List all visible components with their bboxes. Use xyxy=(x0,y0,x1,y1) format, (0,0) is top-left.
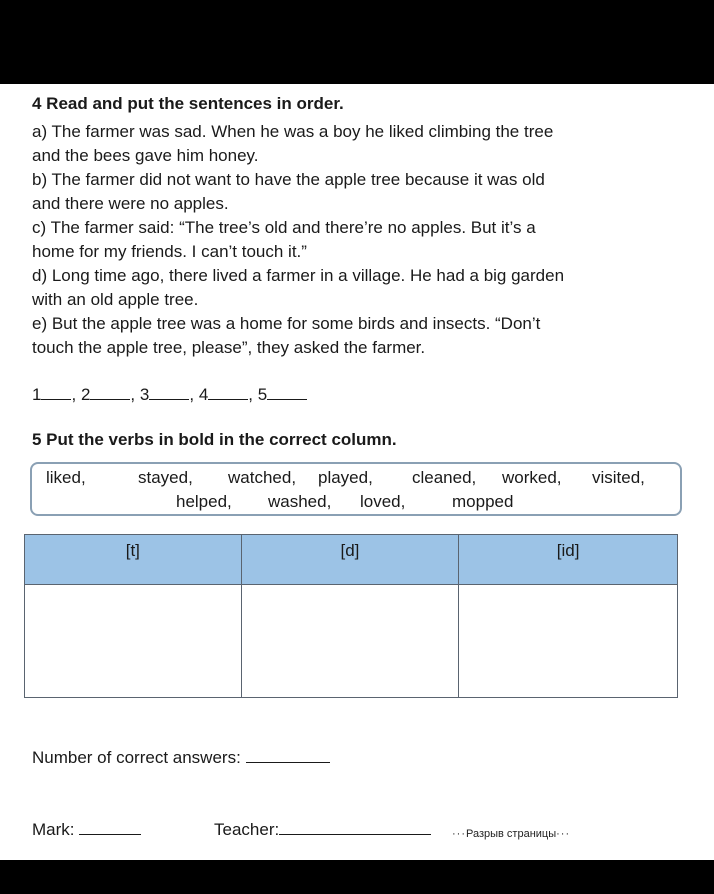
order-label-1: 1 xyxy=(32,385,42,404)
task4-title: 4 Read and put the sentences in order. xyxy=(32,94,344,113)
mark-line xyxy=(32,820,141,840)
word-washed: washed, xyxy=(268,492,332,511)
correct-answers-blank[interactable] xyxy=(246,748,330,763)
answer-cell-id[interactable] xyxy=(459,585,678,698)
order-blank-2[interactable] xyxy=(90,385,130,400)
word-liked: liked, xyxy=(46,468,86,487)
word-visited: visited, xyxy=(592,468,645,487)
table-header-row xyxy=(25,535,678,585)
sound-columns-table xyxy=(24,534,678,698)
task4-line-e1: e) But the apple tree was a home for some birds and insects. “Don’t xyxy=(32,314,541,333)
order-label-5: 5 xyxy=(257,385,268,404)
task4-line-a2: and the bees gave him honey. xyxy=(32,146,259,165)
order-separator: , xyxy=(130,385,136,404)
order-blank-1[interactable] xyxy=(41,385,71,400)
order-separator: , xyxy=(248,385,254,404)
task4-line-d1: d) Long time ago, there lived a farmer in a village. He had a big garden xyxy=(32,266,565,285)
task4-line-c2: home for my friends. I can’t touch it.” xyxy=(32,242,307,261)
word-played: played, xyxy=(318,468,373,487)
answer-cell-t[interactable] xyxy=(25,585,242,698)
task4-line-b1: b) The farmer did not want to have the apple tree because it was old xyxy=(32,170,545,189)
task5-title: 5 Put the verbs in bold in the correct column. xyxy=(32,430,397,449)
order-separator: , xyxy=(189,385,195,404)
column-header-d: [d] xyxy=(241,535,459,585)
order-blank-4[interactable] xyxy=(208,385,248,400)
correct-answers-label: Number of correct answers: xyxy=(32,748,241,767)
word-loved: loved, xyxy=(360,492,406,511)
order-separator: , xyxy=(71,385,77,404)
order-label-4: 4 xyxy=(198,385,209,404)
worksheet-page xyxy=(0,84,714,860)
page-break-note: ···Разрыв страницы··· xyxy=(452,828,571,840)
word-cleaned: cleaned, xyxy=(412,468,477,487)
word-worked: worked, xyxy=(502,468,562,487)
order-answer-line xyxy=(32,385,307,405)
word-helped: helped, xyxy=(176,492,232,511)
order-label-3: 3 xyxy=(139,385,150,404)
word-stayed: stayed, xyxy=(138,468,193,487)
column-header-t: [t] xyxy=(25,535,242,585)
page-break-label: Разрыв страницы xyxy=(466,828,557,840)
table-answer-row xyxy=(25,585,678,698)
task4-line-a1: a) The farmer was sad. When he was a boy he liked climbing the tree xyxy=(32,122,554,141)
task4-line-b2: and there were no apples. xyxy=(32,194,229,213)
correct-answers-line xyxy=(32,748,330,768)
word-mopped: mopped xyxy=(452,492,514,511)
order-blank-3[interactable] xyxy=(149,385,189,400)
mark-blank[interactable] xyxy=(79,820,141,835)
order-label-2: 2 xyxy=(80,385,91,404)
teacher-line xyxy=(214,820,431,840)
column-header-id: [id] xyxy=(459,535,678,585)
task4-line-e2: touch the apple tree, please”, they asked the farmer. xyxy=(32,338,426,357)
mark-label: Mark: xyxy=(32,820,75,839)
task4-line-c1: c) The farmer said: “The tree’s old and there’re no apples. But it’s a xyxy=(32,218,536,237)
word-watched: watched, xyxy=(228,468,297,487)
order-blank-5[interactable] xyxy=(267,385,307,400)
answer-cell-d[interactable] xyxy=(241,585,459,698)
word-bank xyxy=(30,462,682,516)
teacher-blank[interactable] xyxy=(279,820,431,835)
task4-line-d2: with an old apple tree. xyxy=(32,290,199,309)
teacher-label: Teacher: xyxy=(214,820,280,839)
